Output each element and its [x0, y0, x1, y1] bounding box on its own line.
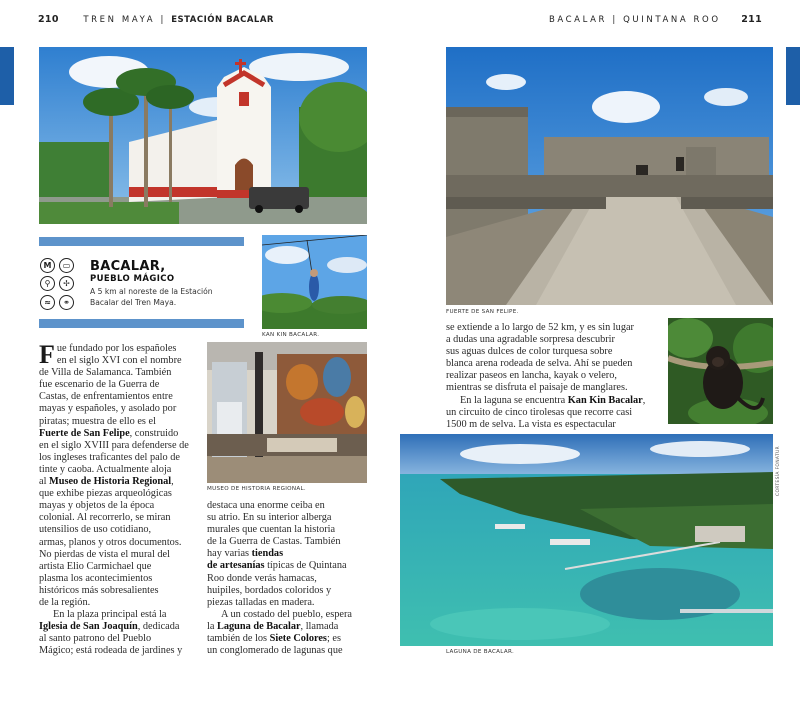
- text-line: fue escenario de la Guerra de: [39, 379, 160, 391]
- fuerte-photo: [446, 47, 773, 305]
- text-line: de la Guerra de Castas. También: [207, 536, 341, 548]
- text-line: un circuito de cinco tirolesas que recorre casi: [446, 406, 633, 418]
- text-line: al santo patrono del Pueblo: [39, 633, 152, 645]
- highlight-iglesia: Iglesia de San Joaquín: [39, 621, 138, 633]
- text-line: No pierdas de vista el mural del: [39, 548, 170, 560]
- header-separator: |: [612, 15, 618, 25]
- text-span: , construido: [129, 427, 179, 439]
- desc-line: Bacalar del Tren Maya.: [90, 298, 177, 307]
- body-column-2: [207, 500, 367, 657]
- text-line: se extiende a lo largo de 52 km, y es sin lugar: [446, 322, 634, 333]
- left-thumb-tab: [0, 47, 14, 105]
- sidebar-top-bar: [39, 237, 244, 246]
- header-separator: |: [160, 15, 166, 25]
- text-line: tinte y caoba. Actualmente aloja: [39, 463, 172, 475]
- text-span: al: [39, 476, 50, 488]
- text-span: ,: [171, 476, 174, 488]
- text-span: ,: [642, 394, 646, 406]
- text-line: sus aguas dulces de color turquesa sobre: [446, 346, 613, 358]
- text-line: realizar paseos en lancha, kayak o velero,: [446, 370, 617, 382]
- text-line: su atrio. En su interior alberga: [207, 512, 332, 524]
- text-span: también de los: [207, 633, 270, 645]
- text-line: armas, planos y otros documentos.: [39, 536, 182, 548]
- text-line: [446, 395, 661, 407]
- text-span: En la laguna se encuentra: [460, 394, 568, 406]
- text-line: destaca una enorme ceiba en: [207, 500, 325, 511]
- text-line: ue fundado por los españoles: [56, 343, 177, 354]
- caption-laguna: LAGUNA DE BACALAR.: [446, 649, 515, 655]
- swimming-icon: ≈: [40, 295, 55, 310]
- highlight-artesanias: de artesanías: [207, 560, 265, 572]
- right-running-header: [549, 14, 762, 25]
- highlight-tiendas: tiendas: [251, 548, 284, 560]
- text-line: mayas y objetos de la época: [39, 500, 155, 512]
- text-span: típicas de Quintana: [264, 560, 347, 572]
- text-line: colonial. Al recorrerlo, se miran: [39, 512, 171, 524]
- text-span: hay varias: [207, 548, 252, 560]
- highlight-laguna: Laguna de Bacalar: [217, 620, 301, 632]
- museo-photo: [207, 342, 367, 483]
- text-line: de Villa de Salamanca. También: [39, 367, 172, 379]
- text-line: [39, 428, 199, 440]
- text-line: artista Elio Carmichael que: [39, 560, 152, 572]
- bus-icon: ▭: [59, 258, 74, 273]
- text-line: blanca arena rodeada de selva. Ahí se pueden: [446, 358, 633, 370]
- text-line: en el siglo XVI con el nombre: [56, 355, 182, 367]
- text-line: piratas; muestra de ello es el: [39, 415, 156, 427]
- photo-credit: CORTESÍA FONATUR: [776, 446, 781, 496]
- left-page-number: 210: [38, 14, 59, 25]
- state-name: QUINTANA ROO: [623, 15, 721, 25]
- text-line: huipiles, bordados coloridos y: [207, 584, 332, 596]
- text-line: 1500 m de selva. La vista es espectacular: [446, 418, 616, 430]
- kan-kin-photo: [262, 235, 367, 329]
- road-icon: ✢: [59, 276, 74, 291]
- text-line: Roo donde verás hamacas,: [207, 572, 317, 584]
- town-subtitle: PUEBLO MÁGICO: [90, 274, 175, 284]
- text-line: que exhibe piezas arqueológicas: [39, 488, 172, 500]
- text-span: , dedicada: [137, 621, 180, 633]
- text-line: [207, 633, 367, 645]
- highlight-museo: Museo de Historia Regional: [49, 476, 172, 488]
- text-line: murales que cuentan la historia: [207, 524, 336, 536]
- hiking-icon: ⚲: [40, 276, 55, 291]
- text-line: en el siglo XVIII para defenderse de: [39, 439, 189, 451]
- church-photo: [39, 47, 367, 224]
- text-line: [39, 621, 199, 633]
- sidebar-bottom-bar: [39, 319, 244, 328]
- body-column-1: [39, 340, 199, 657]
- text-line: piezas talladas en madera.: [207, 596, 315, 608]
- text-line: A un costado del pueblo, espera: [221, 608, 352, 620]
- text-line: los ingleses traficantes del palo de: [39, 451, 180, 463]
- text-line: En la plaza principal está la: [53, 609, 167, 621]
- highlight-siete-colores: Siete Colores: [269, 633, 327, 645]
- text-line: históricos más sobresalientes: [39, 584, 159, 596]
- place-name: BACALAR: [548, 15, 608, 25]
- text-line: utensilios de uso cotidiano,: [39, 524, 152, 536]
- left-running-header: [38, 14, 274, 25]
- section-name: ESTACIÓN BACALAR: [171, 15, 274, 25]
- text-span: ; es: [326, 633, 341, 645]
- laguna-photo: [400, 434, 773, 646]
- text-span: , llamada: [300, 620, 339, 632]
- highlight-kan-kin: Kan Kin Bacalar: [567, 394, 643, 406]
- right-thumb-tab: [786, 47, 800, 105]
- text-line: Castas, de enfrentamientos entre: [39, 391, 173, 403]
- text-line: a dudas una agradable sorpresa descubrir: [446, 334, 615, 346]
- desc-line: A 5 km al noreste de la Estación: [90, 287, 213, 296]
- caption-kan-kin: KAN KIN BACALAR.: [262, 332, 320, 338]
- caption-museo: MUSEO DE HISTORIA REGIONAL.: [207, 486, 306, 492]
- body-column-3: [446, 322, 661, 431]
- text-line: Mágico; está rodeada de jardines y: [39, 645, 183, 657]
- text-line: [207, 548, 367, 560]
- text-line: plasma los acontecimientos: [39, 572, 153, 584]
- text-line: mayas y españoles, y asolado por: [39, 403, 177, 415]
- drop-cap: F: [39, 340, 55, 369]
- text-span: la: [207, 620, 218, 632]
- town-description: [90, 286, 213, 308]
- metro-icon: M: [40, 258, 55, 273]
- right-page-number: 211: [741, 14, 762, 25]
- highlight-fuerte: Fuerte de San Felipe: [39, 427, 130, 439]
- text-line: [207, 621, 367, 633]
- text-line: de la región.: [39, 596, 91, 608]
- cycling-icon: ⚭: [59, 295, 74, 310]
- text-line: [207, 560, 367, 572]
- text-line: [39, 476, 199, 488]
- text-line: mientras se disfruta el paisaje de manglares.: [446, 382, 628, 394]
- town-title: BACALAR,: [90, 259, 166, 274]
- text-line: un conglomerado de lagunas que: [207, 645, 343, 657]
- monkey-photo: [668, 318, 773, 424]
- series-name: TREN MAYA: [83, 15, 156, 25]
- activity-icons: [40, 258, 76, 310]
- caption-fuerte: FUERTE DE SAN FELIPE.: [446, 309, 519, 315]
